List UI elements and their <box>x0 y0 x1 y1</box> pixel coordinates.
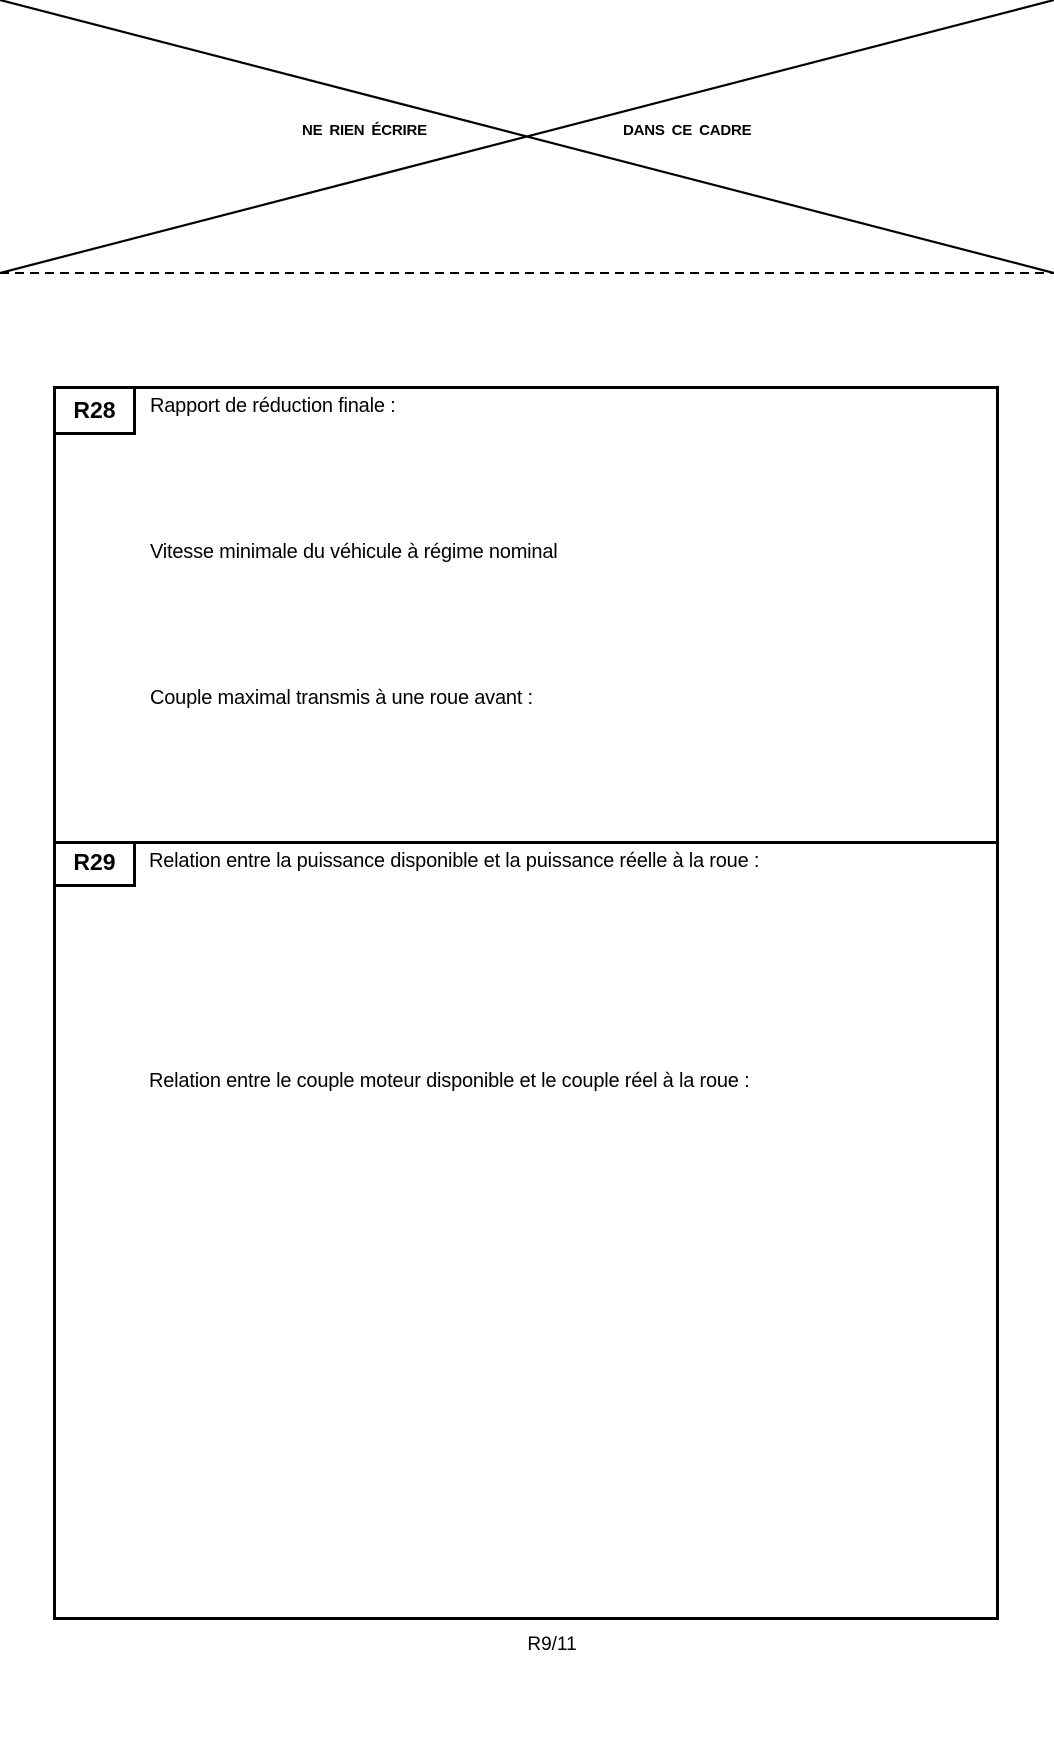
section-label-r28: R28 <box>56 389 136 435</box>
prompt-final-reduction-ratio: Rapport de réduction finale : <box>150 395 396 417</box>
no-write-zone <box>0 0 1054 280</box>
prompt-torque-relation: Relation entre le couple moteur disponible et le couple réel à la roue : <box>149 1070 750 1092</box>
banner-left-text: NE RIEN ÉCRIRE <box>302 122 427 139</box>
banner-right-text: DANS CE CADRE <box>623 122 752 139</box>
answer-frame <box>53 386 999 1620</box>
prompt-power-relation: Relation entre la puissance disponible et la puissance réelle à la roue : <box>149 850 760 872</box>
section-divider <box>56 841 996 844</box>
section-label-r29: R29 <box>56 841 136 887</box>
prompt-max-torque-front-wheel: Couple maximal transmis à une roue avant : <box>150 687 533 709</box>
prompt-minimum-vehicle-speed: Vitesse minimale du véhicule à régime nominal <box>150 541 558 563</box>
page-number: R9/11 <box>527 1634 577 1655</box>
